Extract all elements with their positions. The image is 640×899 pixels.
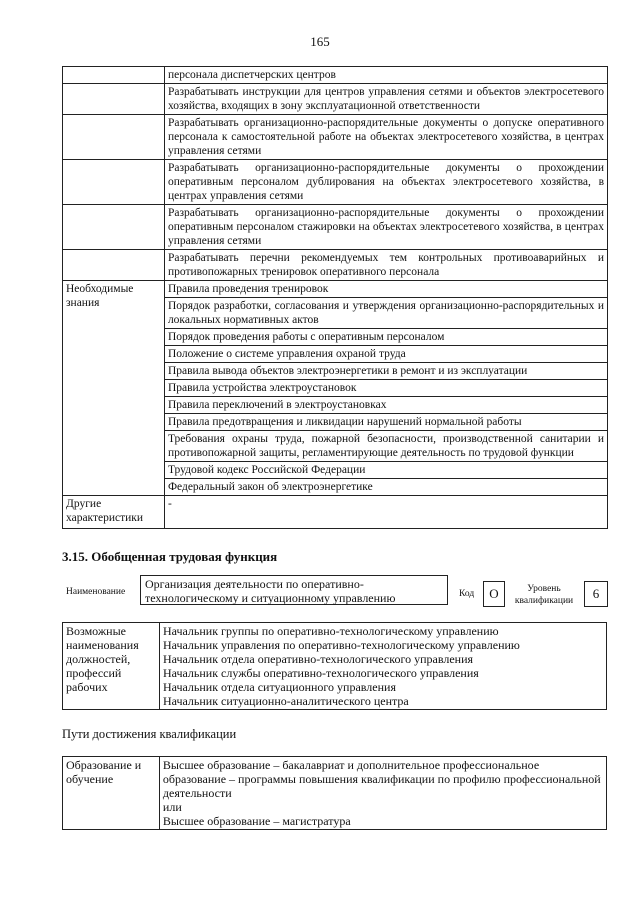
knowledge-row: Правила устройства электроустановок — [164, 380, 607, 397]
knowledge-label: Необходимые знания — [63, 281, 165, 496]
level-label: Уровень квалификации — [514, 584, 574, 606]
education-list — [159, 757, 606, 830]
list-item: Начальник ситуационно-аналитического центра — [162, 694, 409, 708]
knowledge-row: Требования охраны труда, пожарной безопасности, производственной санитарии и противопожарной защиты, регламентирующие деятельность по трудовой функции — [164, 431, 607, 462]
knowledge-row: Положение о системе управления охраной труда — [164, 346, 607, 363]
skill-row: Разрабатывать организационно-распорядительные документы о прохождении оперативным персоналом стажировки на объектах электросетевого хозяйства, в центрах управления сетями — [164, 205, 607, 250]
education-line: Высшее образование – бакалавриат и дополнительное профессиональное образование – программы повышения квалификации по профилю профессиональной деятельности — [162, 758, 601, 800]
positions-table — [62, 622, 607, 710]
education-label: Образование и обучение — [63, 757, 160, 830]
skill-row: Разрабатывать инструкции для центров управления сетями и объектов электросетевого хозяйства, входящих в зону эксплуатационной ответственности — [164, 84, 607, 115]
knowledge-row: Правила предотвращения и ликвидации нарушений нормальной работы — [164, 414, 607, 431]
skill-row: Разрабатывать организационно-распорядительные документы о допуске оперативного персонала к самостоятельной работе на объектах электросетевого хозяйства, в центрах управления сетями — [164, 115, 607, 160]
knowledge-row: Порядок разработки, согласования и утверждения организационно-распорядительных и локальных нормативных актов — [164, 298, 607, 329]
knowledge-row: Федеральный закон об электроэнергетике — [164, 479, 607, 496]
other-label: Другие характеристики — [63, 496, 165, 529]
name-label: Наименование — [66, 587, 126, 597]
list-item: Начальник управления по оперативно-технологическому управлению — [162, 638, 520, 652]
positions-label: Возможные наименования должностей, профессий рабочих — [63, 623, 160, 710]
list-item: Начальник службы оперативно-технологического управления — [162, 666, 479, 680]
knowledge-row: Правила проведения тренировок — [164, 281, 607, 298]
competency-table — [62, 66, 608, 529]
skill-row: персонала диспетчерских центров — [164, 67, 607, 84]
level-value: 6 — [584, 581, 608, 607]
section-title: 3.15. Обобщенная трудовая функция — [62, 549, 278, 564]
code-value: O — [483, 581, 505, 607]
other-value: - — [164, 496, 607, 529]
knowledge-row: Правила вывода объектов электроэнергетики в ремонт и из эксплуатации — [164, 363, 607, 380]
knowledge-row: Порядок проведения работы с оперативным персоналом — [164, 329, 607, 346]
list-item: Начальник отдела ситуационного управления — [162, 680, 396, 694]
ways-title: Пути достижения квалификации — [62, 727, 237, 741]
skill-row: Разрабатывать организационно-распорядительные документы о прохождении оперативным персоналом дублирования на объектах электросетевого хозяйства, в центрах управления сетями — [164, 160, 607, 205]
function-name: Организация деятельности по оперативно-технологическому и ситуационному управлению — [140, 575, 448, 605]
page-number: 165 — [310, 34, 330, 49]
list-item: Начальник отдела оперативно-технологического управления — [162, 652, 474, 666]
knowledge-row: Трудовой кодекс Российской Федерации — [164, 462, 607, 479]
positions-list — [159, 623, 606, 710]
skill-row: Разрабатывать перечни рекомендуемых тем контрольных противоаварийных и противопожарных тренировок оперативного персонала — [164, 250, 607, 281]
education-line: или — [162, 800, 182, 814]
education-line: Высшее образование – магистратура — [162, 814, 351, 828]
education-table — [62, 756, 607, 830]
knowledge-row: Правила переключений в электроустановках — [164, 397, 607, 414]
list-item: Начальник группы по оперативно-технологическому управлению — [162, 624, 499, 638]
code-label: Код — [459, 589, 475, 599]
